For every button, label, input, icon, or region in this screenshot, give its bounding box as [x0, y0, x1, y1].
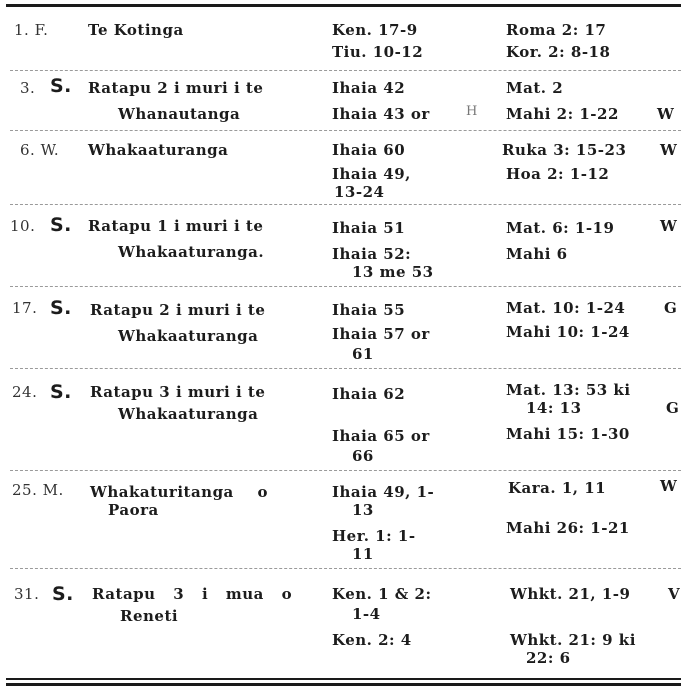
nt-reading: Mahi 15: 1-30 [506, 425, 630, 443]
entry-title-cont: Whakaaturanga. [118, 243, 265, 261]
entry-date: 17. [12, 299, 38, 317]
entry-title-cont: Whakaaturanga [118, 405, 259, 423]
liturgical-color: G [664, 299, 678, 317]
ot-reading-cont: 11 [352, 545, 374, 563]
entry-date: 1. F. [14, 21, 49, 39]
ot-reading: Ihaia 57 or [332, 325, 430, 343]
sunday-marker: S. [50, 214, 72, 236]
ot-reading-cont: 13 me 53 [352, 263, 434, 281]
entry-title: Ratapu 1 i muri i te [88, 217, 264, 235]
sunday-marker: S. [50, 381, 72, 403]
ot-reading-cont: 13 [352, 501, 374, 519]
ot-reading: Ihaia 43 or [332, 105, 430, 123]
nt-reading-cont: 22: 6 [526, 649, 571, 667]
ot-reading-cont: 1-4 [352, 605, 381, 623]
liturgical-color: V [668, 585, 681, 603]
nt-reading: Mahi 2: 1-22 [506, 105, 619, 123]
entry-date: 31. [14, 585, 40, 603]
entry-date: 10. [10, 217, 36, 235]
entry-date: 25. M. [12, 481, 64, 499]
nt-reading: Roma 2: 17 [506, 21, 607, 39]
ot-reading: Ken. 2: 4 [332, 631, 412, 649]
ot-reading: Her. 1: 1- [332, 527, 416, 545]
ot-reading: Ken. 17-9 [332, 21, 418, 39]
entry-title-cont: Whanautanga [118, 105, 241, 123]
nt-reading: Whkt. 21, 1-9 [510, 585, 631, 603]
top-double-rule [6, 4, 681, 7]
liturgical-color: W [660, 477, 678, 495]
nt-reading: Mat. 13: 53 ki [506, 381, 631, 399]
ot-reading: Tiu. 10-12 [332, 43, 424, 61]
nt-reading: Mahi 6 [506, 245, 568, 263]
nt-reading: Kor. 2: 8-18 [506, 43, 611, 61]
nt-reading: Kara. 1, 11 [508, 479, 607, 497]
entry-date: 3. [20, 79, 36, 97]
entry-title: Te Kotinga [88, 21, 184, 39]
row-divider [10, 130, 681, 131]
sunday-marker: S. [50, 75, 72, 97]
ot-reading: Ihaia 49, 1- [332, 483, 435, 501]
liturgical-color: G [666, 399, 680, 417]
ot-reading: Ihaia 42 [332, 79, 406, 97]
ot-reading-cont: 61 [352, 345, 374, 363]
row-divider [10, 204, 681, 205]
entry-title: Whakaturitanga o [90, 483, 269, 501]
nt-reading: Mat. 10: 1-24 [506, 299, 626, 317]
nt-reading: Ruka 3: 15-23 [502, 141, 627, 159]
row-divider [10, 568, 681, 569]
row-divider [10, 470, 681, 471]
entry-title-cont: Reneti [120, 607, 179, 625]
ot-reading: Ihaia 65 or [332, 427, 430, 445]
entry-date: 6. W. [20, 141, 60, 159]
ot-reading: Ihaia 52: [332, 245, 412, 263]
entry-date: 24. [12, 383, 38, 401]
ot-reading: Ihaia 60 [332, 141, 406, 159]
nt-reading: Mat. 2 [506, 79, 564, 97]
entry-title-cont: Paora [108, 501, 159, 519]
nt-reading: Mahi 10: 1-24 [506, 323, 630, 341]
ot-reading: Ihaia 49, [332, 165, 411, 183]
nt-reading-cont: 14: 13 [526, 399, 582, 417]
ot-reading: Ihaia 55 [332, 301, 406, 319]
nt-reading: Mahi 26: 1-21 [506, 519, 630, 537]
entry-title-cont: Whakaaturanga [118, 327, 259, 345]
ot-reading-cont: 66 [352, 447, 374, 465]
liturgical-color: W [657, 105, 675, 123]
row-divider [10, 286, 681, 287]
ot-reading: Ihaia 62 [332, 385, 406, 403]
entry-title: Ratapu 3 i mua o [92, 585, 293, 603]
nt-reading: Whkt. 21: 9 ki [510, 631, 636, 649]
entry-title: Ratapu 2 i muri i te [88, 79, 264, 97]
sunday-marker: S. [50, 297, 72, 319]
bottom-rule-thick [6, 683, 681, 686]
row-divider [10, 368, 681, 369]
stray-mark: H [466, 104, 478, 119]
liturgical-color: W [660, 141, 678, 159]
row-divider [10, 70, 681, 71]
ot-reading: Ken. 1 & 2: [332, 585, 432, 603]
entry-title: Whakaaturanga [88, 141, 229, 159]
sunday-marker: S. [52, 583, 74, 605]
ot-reading-cont: 13-24 [334, 183, 385, 201]
bottom-rule [6, 678, 681, 680]
entry-title: Ratapu 2 i muri i te [90, 301, 266, 319]
nt-reading: Mat. 6: 1-19 [506, 219, 615, 237]
entry-title: Ratapu 3 i muri i te [90, 383, 266, 401]
liturgical-color: W [660, 217, 678, 235]
nt-reading: Hoa 2: 1-12 [506, 165, 610, 183]
ot-reading: Ihaia 51 [332, 219, 406, 237]
